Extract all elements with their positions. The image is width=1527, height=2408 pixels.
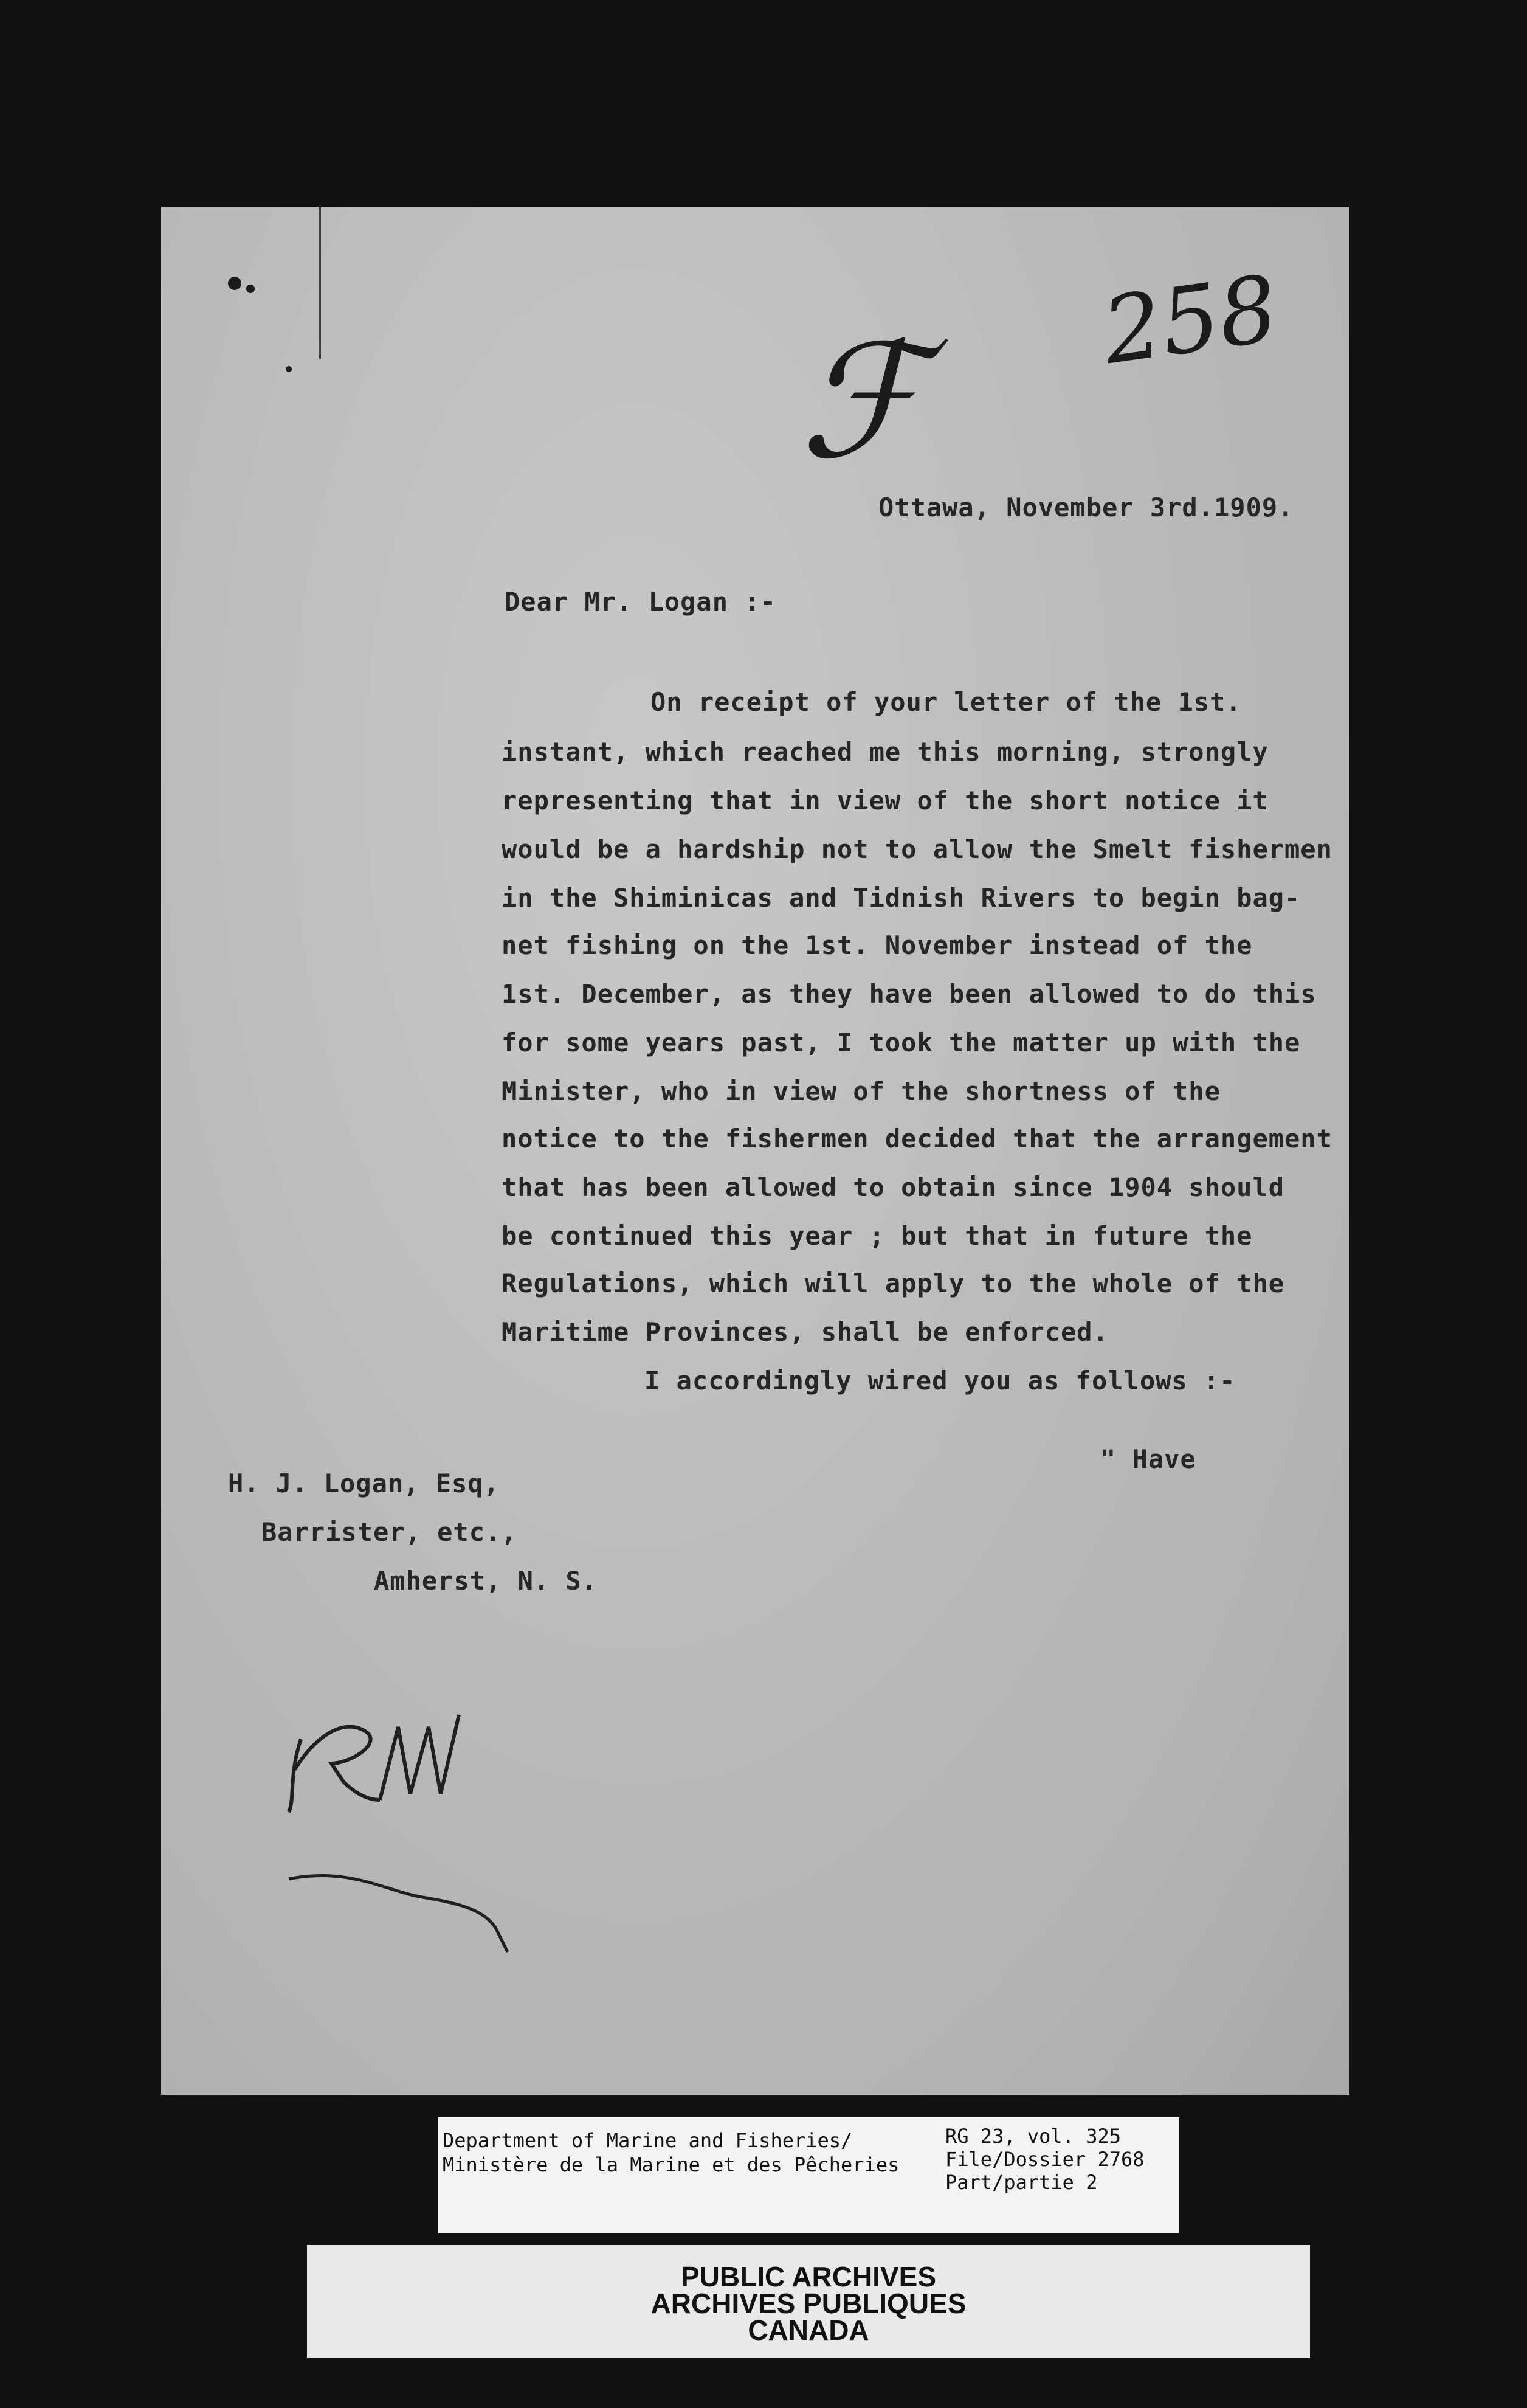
document-page <box>161 207 1349 2095</box>
body-line: Minister, who in view of the shortness of the <box>502 1076 1221 1106</box>
addressee-title: Barrister, etc., <box>261 1517 517 1547</box>
body-line: 1st. December, as they have been allowed to do this <box>502 979 1317 1009</box>
dateline: Ottawa, November 3rd.1909. <box>878 493 1294 522</box>
salutation: Dear Mr. Logan :- <box>505 587 776 617</box>
body-line: instant, which reached me this morning, strongly <box>502 737 1269 767</box>
addressee-place: Amherst, N. S. <box>374 1566 598 1596</box>
body-line: that has been allowed to obtain since 1904 should <box>502 1172 1285 1202</box>
body-line: notice to the fishermen decided that the arrangement <box>502 1124 1332 1154</box>
ink-spot <box>246 285 255 293</box>
body-line: be continued this year ; but that in future the <box>502 1221 1253 1251</box>
department-block <box>443 2128 899 2177</box>
body-line: I accordingly wired you as follows :- <box>644 1366 1236 1396</box>
stamp-line-3: CANADA <box>748 2314 869 2346</box>
body-line: in the Shiminicas and Tidnish Rivers to begin bag- <box>502 883 1301 913</box>
ink-spot <box>286 366 292 372</box>
archive-reference-label <box>438 2117 1179 2233</box>
page-edge-line <box>319 207 321 359</box>
archives-stamp <box>307 2245 1310 2358</box>
continuation-word: " Have <box>1100 1444 1196 1474</box>
ink-spot <box>228 277 241 290</box>
body-line: On receipt of your letter of the 1st. <box>650 687 1242 717</box>
file-number: File/Dossier 2768 <box>945 2148 1145 2171</box>
archives-stamp-text <box>307 2263 1310 2344</box>
body-line: net fishing on the 1st. November instead of the <box>502 930 1253 960</box>
body-line: would be a hardship not to allow the Smelt fishermen <box>502 834 1332 864</box>
body-line: representing that in view of the short notice it <box>502 786 1269 815</box>
stamp-line-1: PUBLIC ARCHIVES <box>681 2261 936 2292</box>
body-line: Regulations, which will apply to the whole of the <box>502 1268 1285 1298</box>
stamp-line-2: ARCHIVES PUBLIQUES <box>650 2288 967 2319</box>
handwritten-initials-signature <box>277 1690 556 1970</box>
department-english: Department of Marine and Fisheries/ <box>443 2129 853 2152</box>
folio-number: 258 <box>1097 255 1284 386</box>
record-group: RG 23, vol. 325 <box>945 2125 1121 2148</box>
reference-block <box>945 2125 1145 2194</box>
department-french: Ministère de la Marine et des Pêcheries <box>443 2153 900 2176</box>
body-line: for some years past, I took the matter up with the <box>502 1028 1301 1057</box>
handwritten-mark: ℱ <box>799 310 924 494</box>
body-line: Maritime Provinces, shall be enforced. <box>502 1317 1109 1347</box>
part-number: Part/partie 2 <box>945 2171 1098 2194</box>
addressee-name: H. J. Logan, Esq, <box>228 1469 500 1498</box>
